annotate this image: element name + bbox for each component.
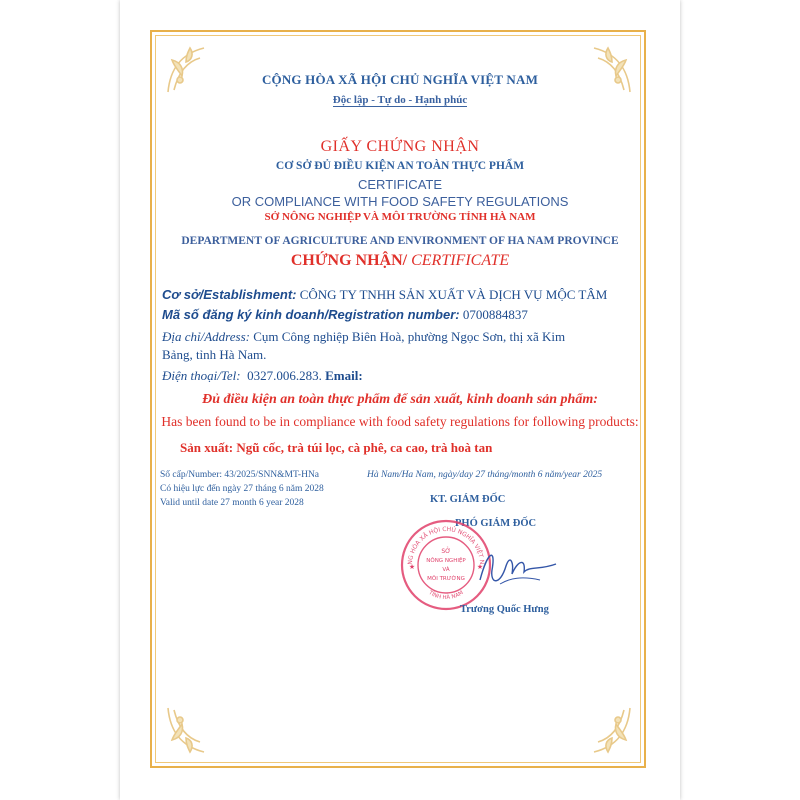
registration-row (162, 307, 528, 323)
address-label: Địa chỉ/Address: (162, 329, 250, 344)
motto (150, 94, 650, 106)
registration-label: Mã số đăng ký kinh doanh/Registration number: (162, 307, 460, 322)
address-row (162, 329, 565, 345)
department-en: DEPARTMENT OF AGRICULTURE AND ENVIRONMENT OF HA NAM PROVINCE (181, 235, 619, 247)
seal-center-2: NÔNG NGHIỆP (426, 558, 466, 564)
address-value-line1: Cụm Công nghiệp Biên Hoà, phường Ngọc Sơn, thị xã Kim (253, 329, 566, 344)
nation-heading: CỘNG HÒA XÃ HỘI CHỦ NGHĨA VIỆT NAM (261, 72, 539, 87)
registration-value: 0700884837 (462, 307, 528, 322)
corner-ornament-icon (578, 40, 638, 100)
tel-value: 0327.006.283. (247, 368, 322, 383)
certificate-subtitle-vn: CƠ SỞ ĐỦ ĐIỀU KIỆN AN TOÀN THỰC PHẨM (275, 160, 525, 172)
statement-vn: Đủ điều kiện an toàn thực phẩm để sản xuất, kinh doanh sản phẩm: (202, 392, 598, 407)
effective-date-vn: Có hiệu lực đến ngày 27 tháng 6 năm 2028 (160, 484, 324, 494)
certificate-title: GIẤY CHỨNG NHẬN (320, 138, 480, 155)
valid-until-en: Valid until date 27 month 6 year 2028 (160, 498, 304, 508)
products-list: Sản xuất: Ngũ cốc, trà túi lọc, cà phê, ca cao, trà hoà tan (180, 440, 493, 455)
department-vn: SỞ NÔNG NGHIỆP VÀ MÔI TRƯỜNG TỈNH HÀ NAM (264, 211, 536, 223)
svg-text:★: ★ (476, 563, 484, 571)
corner-ornament-icon (578, 700, 638, 760)
motto-text: Độc lập - Tự do - Hạnh phúc (332, 94, 468, 106)
seal-center-4: MÔI TRƯỜNG (427, 576, 465, 582)
seal-bottom-text: TỈNH HÀ NAM (427, 590, 465, 602)
certify-heading (150, 252, 650, 270)
svg-text:TỈNH HÀ NAM (427, 589, 465, 601)
address-value-line2: Bảng, tỉnh Hà Nam. (162, 347, 267, 362)
svg-text:★: ★ (408, 563, 416, 571)
signer-title-kt: KT. GIÁM ĐỐC (430, 494, 506, 505)
statement-en: Has been found to be in compliance with food safety regulations for following products: (161, 414, 639, 429)
email-label: Email: (325, 368, 363, 383)
signer-name: Trương Quốc Hưng (460, 604, 549, 615)
signature-icon (470, 540, 560, 600)
establishment-row (162, 287, 607, 303)
address-continuation (162, 347, 266, 363)
seal-center-1: SỞ (441, 548, 451, 555)
seal-center-3: VÀ (442, 567, 450, 573)
corner-ornament-icon (160, 700, 220, 760)
issue-date: Hà Nam/Ha Nam, ngày/day 27 tháng/month 6 năm/year 2025 (367, 470, 603, 480)
certify-heading-vn: CHỨNG NHẬN/ (290, 252, 408, 269)
certificate-number: Số cấp/Number: 43/2025/SNN&MT-HNa (160, 470, 320, 480)
signer-title-deputy: PHÓ GIÁM ĐỐC (455, 518, 537, 529)
tel-row (162, 368, 363, 384)
certify-heading-en: CERTIFICATE (407, 252, 510, 269)
certificate-title-en: CERTIFICATE (357, 177, 443, 192)
tel-label: Điện thoại/Tel: (162, 368, 241, 383)
certificate-subtitle-en: OR COMPLIANCE WITH FOOD SAFETY REGULATIONS (231, 194, 569, 209)
establishment-value: CÔNG TY TNHH SẢN XUẤT VÀ DỊCH VỤ MỘC TÂM (299, 287, 608, 302)
corner-ornament-icon (160, 40, 220, 100)
seal-ring-text: NG HÒA XÃ HỘI CHỦ NGHĨA VIỆT N (406, 525, 486, 565)
establishment-label: Cơ sở/Establishment: (162, 287, 297, 302)
